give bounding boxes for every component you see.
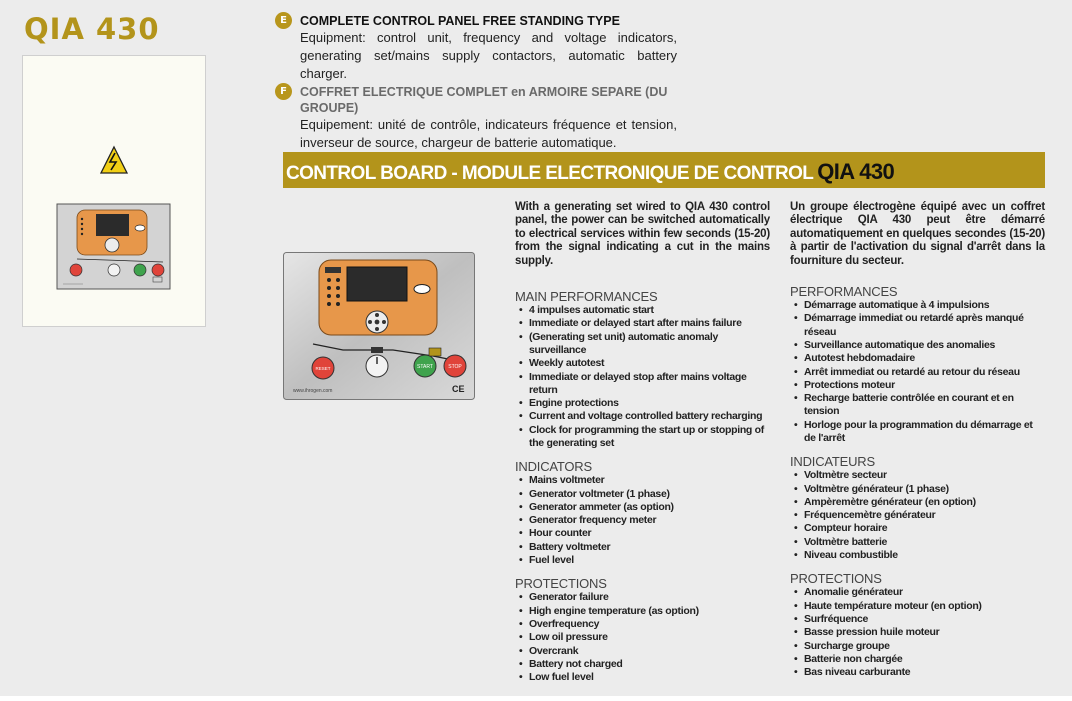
list-item: • Basse pression huile moteur [790,626,1045,639]
list-item: • Niveau combustible [790,549,1045,562]
intro-english-text: Equipment: control unit, frequency and voltage indicators, generating set/mains supply contactors, automatic battery charger. [300,30,677,81]
control-module-face [319,260,437,335]
intro-french-text: Equipement: unité de contrôle, indicateurs fréquence et tension, inverseur de source, chargeur de batterie automatique. [300,117,677,150]
list-item: • Battery voltmeter [515,541,770,554]
high-voltage-warning-icon [101,147,127,173]
list-item: • (Generating set unit) automatic anomaly surveillance [515,331,770,358]
list-item: • Surfréquence [790,613,1045,626]
section-title: INDICATEURS [790,454,875,470]
list-item: • Current and voltage controlled battery recharging [515,410,770,423]
english-language-icon: E [275,12,292,29]
list-item: • Battery not charged [515,658,770,671]
feature-list [790,299,1045,445]
list-item: • Generator ammeter (as option) [515,501,770,514]
start-button [414,355,436,377]
french-language-icon: F [275,83,292,100]
list-item: • Fréquencemètre générateur [790,509,1045,522]
protection-list [790,586,1045,679]
list-item: • Fuel level [515,554,770,567]
french-lead: Un groupe électrogène équipé avec un coffret électrique QIA 430 peut être démarré automatiquement en quelques secondes (15-20) à partir de l'activation du signal d'arrêt dans la fourniture du secteur. [790,201,1045,267]
list-item: • Immediate or delayed stop after mains voltage return [515,371,770,398]
list-item: • Compteur horaire [790,522,1045,535]
cabinet-image [22,55,206,327]
list-item: • Generator failure [515,591,770,604]
mode-selector [366,355,388,377]
list-item: • Hour counter [515,527,770,540]
list-item: • Voltmètre secteur [790,469,1045,482]
section-banner [283,152,1045,188]
intro-english [275,13,685,83]
list-item: • Immediate or delayed start after mains failure [515,317,770,330]
section-title: INDICATORS [515,459,592,475]
list-item: • Low fuel level [515,671,770,684]
list-item: • Overfrequency [515,618,770,631]
list-item: • Voltmètre générateur (1 phase) [790,483,1045,496]
english-column [515,201,770,684]
list-item: • Recharge batterie contrôlée en courant et en tension [790,392,1045,419]
list-item: • Generator voltmeter (1 phase) [515,488,770,501]
list-item: • Surcharge groupe [790,640,1045,653]
reset-button [312,357,334,379]
panel-website: www.ihrogen.com [293,388,333,394]
list-item: • Generator frequency meter [515,514,770,527]
list-item: • Batterie non chargée [790,653,1045,666]
feature-list [515,304,770,450]
list-item: • Démarrage automatique à 4 impulsions [790,299,1045,312]
french-column [790,201,1045,679]
stop-button [444,355,466,377]
list-item: • Engine protections [515,397,770,410]
list-item: • Autotest hebdomadaire [790,352,1045,365]
english-lead: With a generating set wired to QIA 430 control panel, the power can be switched automatically to electrical services within few seconds (15-20) from the signal indicating a cut in the mains supply. [515,201,770,267]
banner-model: QIA 430 [817,159,895,184]
list-item: • Weekly autotest [515,357,770,370]
cabinet-control-panel [57,204,170,289]
banner-title-text: CONTROL BOARD - MODULE ELECTRONIQUE DE CONTROL [286,163,814,184]
list-item: • Anomalie générateur [790,586,1045,599]
indicator-list [790,469,1045,562]
list-item: • Bas niveau carburante [790,666,1045,679]
control-panel-photo [283,252,475,400]
list-item: • Ampèremètre générateur (en option) [790,496,1045,509]
list-item: • Clock for programming the start up or stopping of the generating set [515,424,770,451]
list-item: • Mains voltmeter [515,474,770,487]
list-item: • Overcrank [515,645,770,658]
list-item: • Voltmètre batterie [790,536,1045,549]
intro-french-heading: COFFRET ELECTRIQUE COMPLET en ARMOIRE SEPARE (DU GROUPE) [300,85,668,115]
ce-mark: CE [452,384,465,394]
svg-text:RESET: RESET [315,366,331,371]
list-item: • Arrêt immediat ou retardé au retour du réseau [790,366,1045,379]
list-item: • 4 impulses automatic start [515,304,770,317]
list-item: • Protections moteur [790,379,1045,392]
svg-text:STOP: STOP [448,364,462,370]
page-title: QIA 430 [24,12,160,46]
intro-french [275,84,685,152]
bottom-strip [0,696,1072,701]
section-title: PROTECTIONS [515,576,607,592]
intro-english-heading: COMPLETE CONTROL PANEL FREE STANDING TYPE [300,14,620,28]
section-title: PERFORMANCES [790,284,898,300]
list-item: • Low oil pressure [515,631,770,644]
list-item: • Horloge pour la programmation du démarrage et de l'arrêt [790,419,1045,446]
list-item: • Surveillance automatique des anomalies [790,339,1045,352]
indicator-list [515,474,770,567]
section-title: MAIN PERFORMANCES [515,289,658,305]
section-title: PROTECTIONS [790,571,882,587]
list-item: • High engine temperature (as option) [515,605,770,618]
banner-title [286,159,894,185]
svg-text:START: START [417,364,433,370]
protection-list [515,591,770,684]
cabinet-drawing [23,56,205,326]
list-item: • Haute température moteur (en option) [790,600,1045,613]
list-item: • Démarrage immediat ou retardé après manqué réseau [790,312,1045,339]
